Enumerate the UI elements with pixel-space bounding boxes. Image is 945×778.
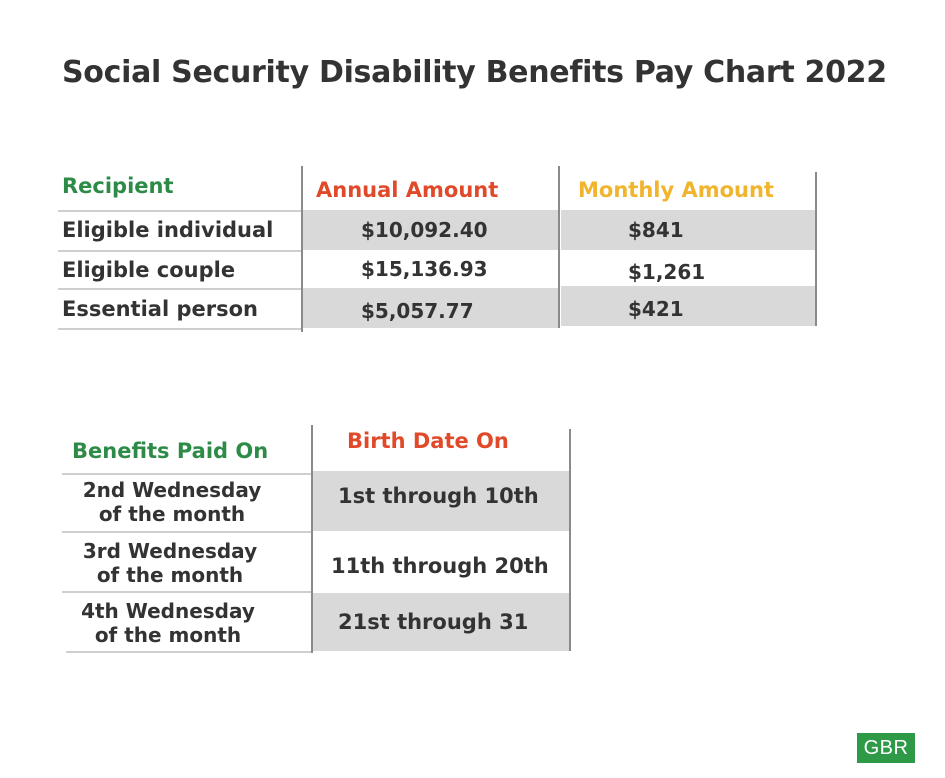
row-shade <box>561 210 817 250</box>
paid-on-line: of the month <box>94 623 242 647</box>
column-divider <box>558 166 560 328</box>
header-benefits-paid-on: Benefits Paid On <box>72 439 269 463</box>
annual-amount-cell: $15,136.93 <box>361 257 488 281</box>
recipient-cell: Essential person <box>62 297 258 321</box>
row-shade <box>561 286 817 326</box>
paid-on-cell <box>50 539 290 587</box>
paid-on-cell <box>52 478 292 526</box>
birth-date-cell: 11th through 20th <box>331 554 549 578</box>
schedule-table <box>62 425 577 657</box>
monthly-amount-cell: $841 <box>628 218 684 242</box>
paid-on-line: 3rd Wednesday <box>82 539 258 563</box>
gbr-logo: GBR <box>857 733 915 763</box>
annual-amount-cell: $5,057.77 <box>361 299 474 323</box>
birth-date-cell: 1st through 10th <box>338 484 539 508</box>
header-birth-date-on: Birth Date On <box>347 429 509 453</box>
table-divider <box>58 288 303 290</box>
table-divider <box>66 651 312 653</box>
paid-on-line: 2nd Wednesday <box>82 478 262 502</box>
paid-on-line: of the month <box>96 563 244 587</box>
table-divider <box>62 473 312 475</box>
recipient-cell: Eligible individual <box>62 218 274 242</box>
paid-on-cell <box>48 599 288 647</box>
birth-date-cell: 21st through 31 <box>338 610 529 634</box>
column-divider <box>569 429 571 651</box>
amounts-table <box>58 166 818 332</box>
table-divider <box>62 531 312 533</box>
table-divider <box>62 591 312 593</box>
annual-amount-cell: $10,092.40 <box>361 218 488 242</box>
column-divider <box>815 172 817 326</box>
paid-on-line: 4th Wednesday <box>81 599 255 623</box>
header-annual-amount: Annual Amount <box>316 178 499 202</box>
header-monthly-amount: Monthly Amount <box>578 178 774 202</box>
table-divider <box>58 250 303 252</box>
paid-on-line: of the month <box>98 502 246 526</box>
column-divider <box>301 166 303 332</box>
monthly-amount-cell: $1,261 <box>628 260 706 284</box>
table-divider <box>58 328 303 330</box>
page-title: Social Security Disability Benefits Pay Chart 2022 <box>62 55 887 90</box>
header-recipient: Recipient <box>62 174 174 198</box>
monthly-amount-cell: $421 <box>628 297 684 321</box>
recipient-cell: Eligible couple <box>62 258 236 282</box>
column-divider <box>311 425 313 653</box>
table-divider <box>58 210 303 212</box>
